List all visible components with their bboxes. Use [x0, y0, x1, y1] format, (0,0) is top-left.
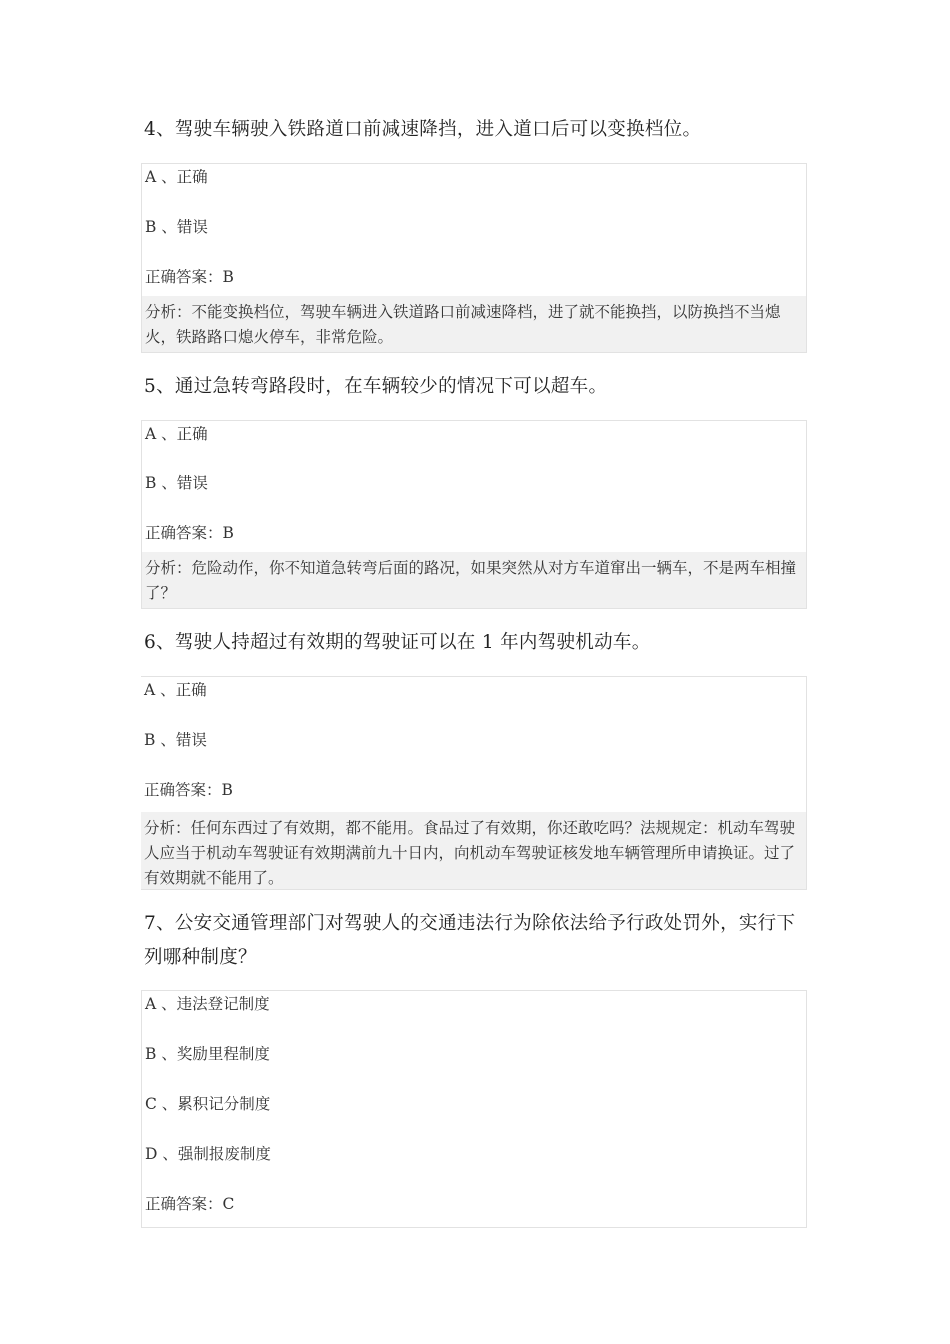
- question-5-analysis: 分析：危险动作，你不知道急转弯后面的路况，如果突然从对方车道窜出一辆车，不是两车相撞了？: [142, 552, 806, 608]
- question-5-option-a: A 、正确: [145, 425, 208, 443]
- question-4-option-b: B 、错误: [145, 218, 208, 236]
- question-7-title: 7、公安交通管理部门对驾驶人的交通违法行为除依法给予行政处罚外，实行下列哪种制度？: [144, 913, 796, 968]
- question-7-option-c: C 、累积记分制度: [145, 1095, 271, 1113]
- question-4-option-a: A 、正确: [145, 168, 208, 186]
- question-5-option-b: B 、错误: [145, 474, 208, 492]
- question-6-title: 6、驾驶人持超过有效期的驾驶证可以在 1 年内驾驶机动车。: [144, 632, 651, 653]
- question-5-box: [141, 420, 807, 609]
- question-6-option-a: A 、正确: [144, 681, 207, 699]
- question-4-analysis: 分析：不能变换档位，驾驶车辆进入铁道路口前减速降档，进了就不能换挡，以防换挡不当熄火，铁路路口熄火停车，非常危险。: [142, 296, 806, 352]
- question-7-box: [141, 990, 807, 1228]
- question-7-option-a: A 、违法登记制度: [145, 995, 270, 1013]
- question-7-option-d: D 、强制报废制度: [145, 1145, 271, 1163]
- question-7-option-b: B 、奖励里程制度: [145, 1045, 270, 1063]
- question-5-title: 5、通过急转弯路段时，在车辆较少的情况下可以超车。: [144, 376, 608, 397]
- question-5-answer: 正确答案：B: [145, 524, 234, 542]
- question-6-analysis: 分析：任何东西过了有效期，都不能用。食品过了有效期，你还敢吃吗？法规规定：机动车驾驶人应当于机动车驾驶证有效期满前九十日内，向机动车驾驶证核发地车辆管理所申请换证。过了有效期就不能用了。: [141, 812, 806, 889]
- question-6-box: [141, 676, 807, 890]
- question-6-answer: 正确答案：B: [144, 781, 233, 799]
- question-6-option-b: B 、错误: [144, 731, 207, 749]
- question-4-answer: 正确答案：B: [145, 268, 234, 286]
- question-4-title: 4、驾驶车辆驶入铁路道口前减速降挡，进入道口后可以变换档位。: [144, 119, 702, 140]
- question-7-answer: 正确答案：C: [145, 1195, 235, 1213]
- question-4-box: [141, 163, 807, 353]
